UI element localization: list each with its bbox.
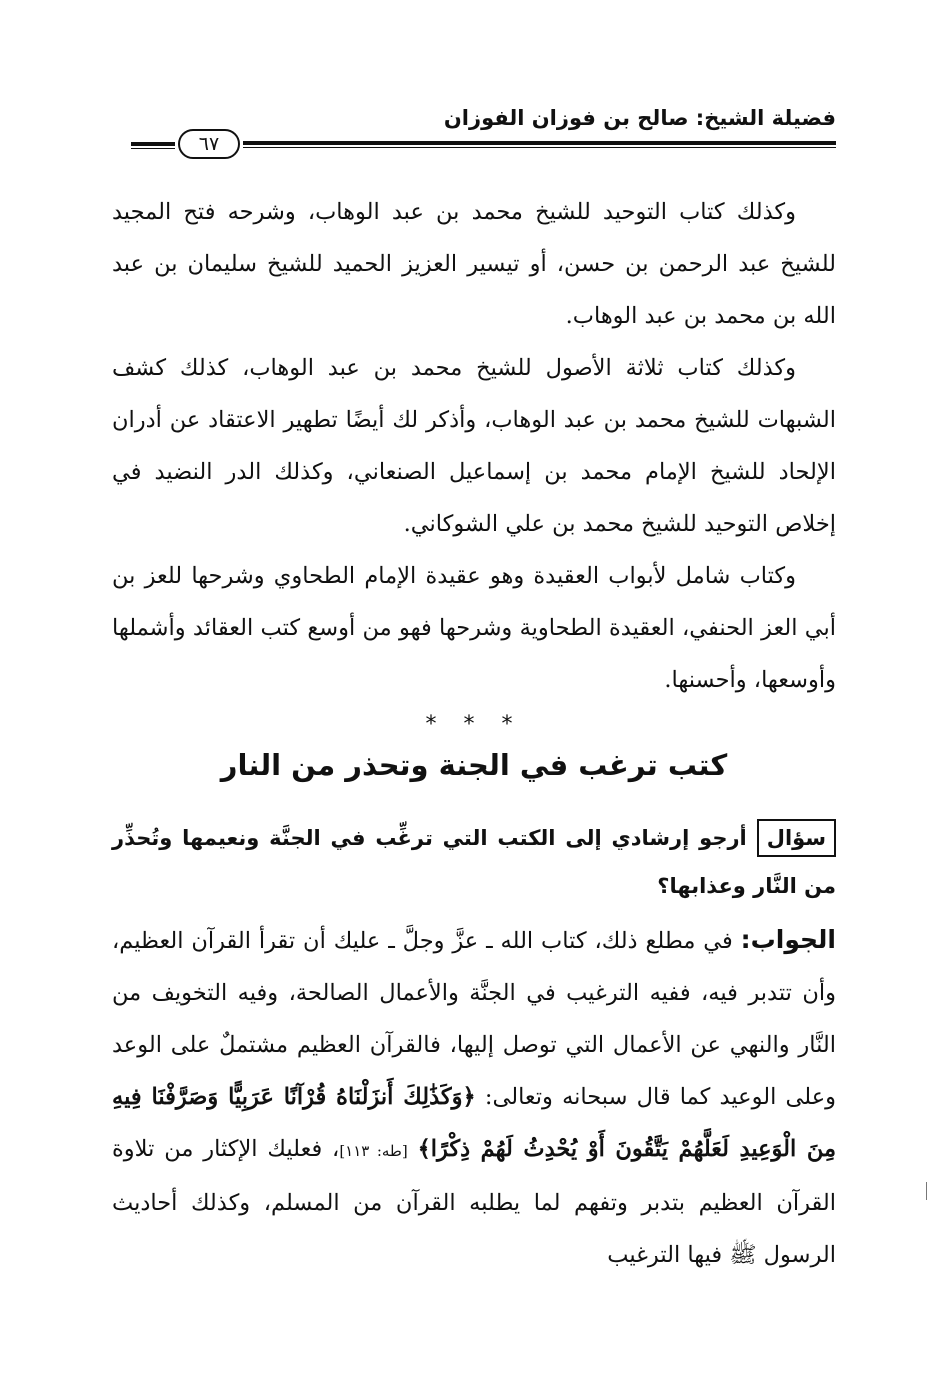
header-rule-thin <box>243 147 836 148</box>
answer-paragraph <box>112 914 836 1281</box>
section-title: كتب ترغب في الجنة وتحذر من النار <box>220 748 728 782</box>
page-number: ٦٧ <box>178 129 240 159</box>
paragraph-3-block <box>112 550 836 706</box>
quran-verse: ﴿وَكَذَٰلِكَ أَنزَلْنَاهُ قُرْآنًا عَرَبِيًّا وَصَرَّفْنَا فِيهِ مِنَ الْوَعِيدِ لَعَلَّهُمْ يَتَّقُونَ أَوْ يُحْدِثُ لَهُمْ ذِكْرًا﴾ <box>112 1084 836 1162</box>
question-text: أرجو إرشادي إلى الكتب التي ترغِّب في الجنَّة ونعيمها وتُحذِّر من النَّار وعذابها؟ <box>112 826 836 898</box>
question-block <box>112 814 836 910</box>
question-label: سؤال <box>757 819 836 857</box>
header-rule-left-thin <box>131 148 175 149</box>
paragraph: وكذلك كتاب التوحيد للشيخ محمد بن عبد الوهاب، وشرحه فتح المجيد للشيخ عبد الرحمن بن حسن، أو تيسير العزيز الحميد للشيخ سليمان بن عبد الله بن محمد بن عبد الوهاب. <box>112 199 836 329</box>
section-separator: * * * <box>425 712 523 737</box>
paragraph-1-block <box>112 186 836 342</box>
answer-block <box>112 914 836 1281</box>
running-header-title: فضيلة الشيخ: صالح بن فوزان الفوزان <box>443 106 836 130</box>
answer-text-after: ، فعليك الإكثار من تلاوة القرآن العظيم بتدبر وتفهم لما يطلبه القرآن من المسلم، وكذلك أحاديث الرسول ﷺ فيها الترغيب <box>112 1136 836 1268</box>
header-rule-left <box>131 142 175 146</box>
answer-text-before: في مطلع ذلك، كتاب الله ـ عزَّ وجلَّ ـ عليك أن تقرأ القرآن العظيم، وأن تتدبر فيه، ففيه الترغيب في الجنَّة والأعمال الصالحة، وفيه التخويف من النَّار والنهي عن الأعمال التي توصل إليها، فالقرآن العظيم مشتملٌ على الوعد وعلى الوعيد كما قال سبحانه وتعالى: <box>112 928 837 1110</box>
header-rule <box>243 141 836 145</box>
verse-reference: [طه: ١١٣] <box>339 1142 408 1160</box>
paragraph-2-block <box>112 342 836 550</box>
paragraph: وكتاب شامل لأبواب العقيدة وهو عقيدة الإمام الطحاوي وشرحها للعز بن أبي العز الحنفي، العقيدة الطحاوية وشرحها فهو من أوسع كتب العقائد وأشملها وأوسعها، وأحسنها. <box>112 563 836 693</box>
paragraph: وكذلك كتاب ثلاثة الأصول للشيخ محمد بن عبد الوهاب، كذلك كشف الشبهات للشيخ محمد بن عبد الوهاب، وأذكر لك أيضًا تطهير الاعتقاد عن أدران الإلحاد للشيخ الإمام محمد بن إسماعيل الصنعاني، وكذلك الدر النضيد في إخلاص التوحيد للشيخ محمد بن علي الشوكاني. <box>112 355 836 537</box>
scan-artifact <box>926 1182 927 1200</box>
answer-label: الجواب: <box>740 925 836 954</box>
